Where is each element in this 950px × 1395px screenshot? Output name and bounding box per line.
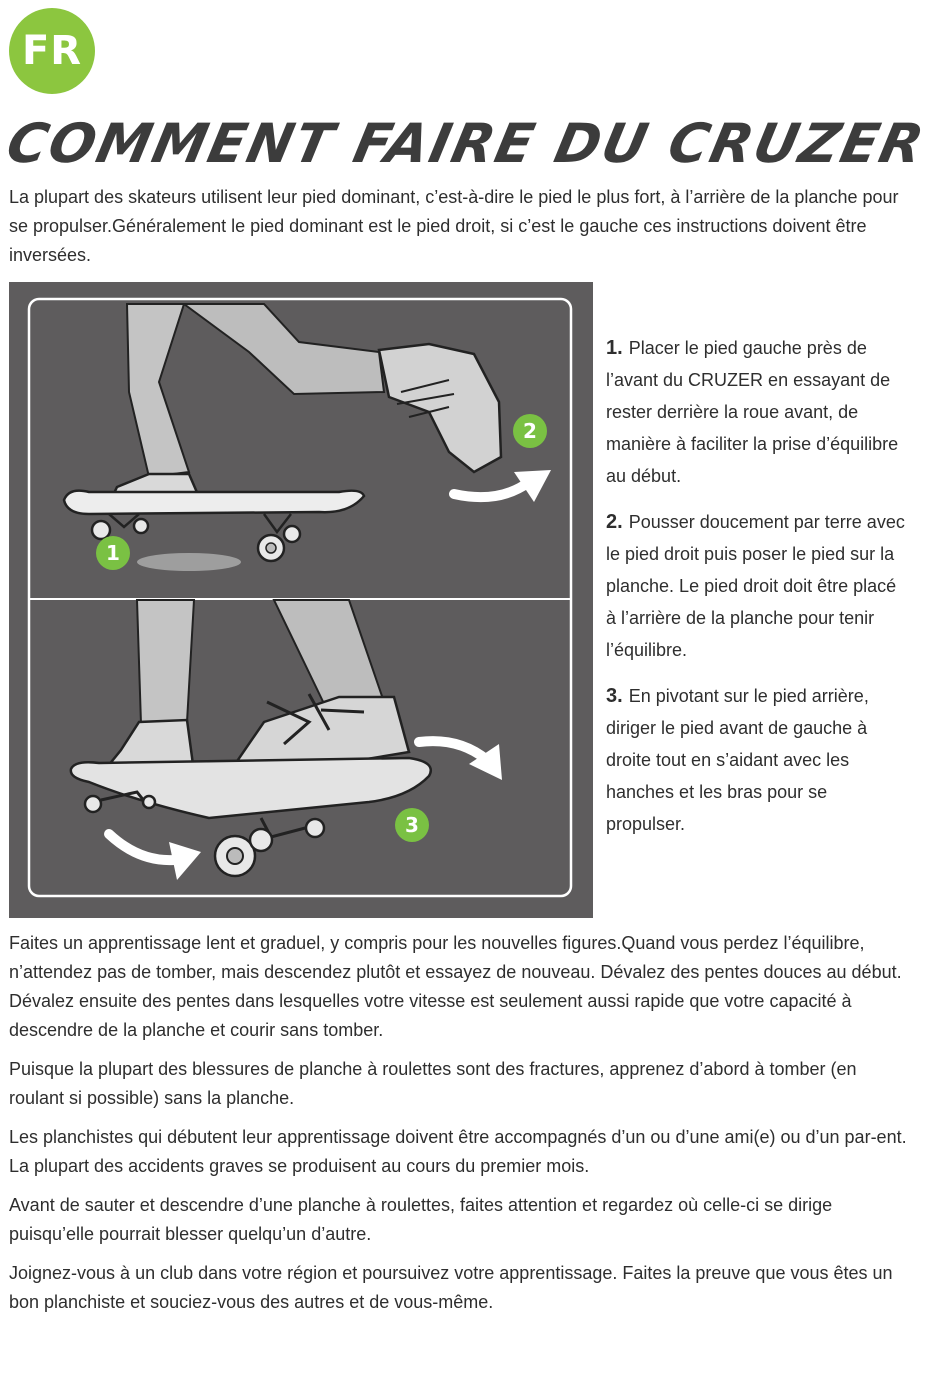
advice-paragraph: Avant de sauter et descendre d’une planche à roulettes, faites attention et regardez où celle-ci se dirige puisqu’elle pourrait blesser quelqu’un d’autre.: [9, 1195, 833, 1244]
marker-1-label: 1: [106, 541, 120, 565]
marker-3-label: 3: [405, 813, 419, 837]
top-panel-scene: [64, 304, 551, 571]
marker-1: [96, 536, 130, 570]
safety-advice: [9, 929, 909, 1327]
language-badge: [9, 8, 95, 94]
step-item: [606, 680, 906, 840]
step-text: Pousser doucement par terre avec le pied droit puis poser le pied sur la planche. Le pied droit doit être placé à l’arrière de la planche pour tenir l’équilibre.: [606, 512, 905, 660]
advice-paragraph: Faites un apprentissage lent et graduel, y compris pour les nouvelles figures.Quand vous perdez l’équilibre, n’attendez pas de tomber, mais descendez plutôt et essayez de nouveau. Dévalez des pentes douces au début. Dévalez ensuite des pentes dans lesquelles votre vitesse est seulement aussi rapide que votre capacité à descendre de la planche et courir sans tomber.: [9, 933, 902, 1040]
bottom-panel-scene: [71, 600, 502, 880]
step-text: Placer le pied gauche près de l’avant du CRUZER en essayant de rester derrière la roue avant, de manière à faciliter la prise d’équilibre au début.: [606, 338, 899, 486]
step-number: 2.: [606, 511, 623, 533]
step-number: 1.: [606, 337, 623, 359]
illustration-svg: [9, 282, 593, 918]
marker-2-label: 2: [523, 419, 537, 443]
step-text: En pivotant sur le pied arrière, diriger le pied avant de gauche à droite tout en s’aidant avec les hanches et les bras pour se propulser.: [606, 686, 869, 834]
instruction-illustration: [9, 282, 593, 918]
language-badge-label: FR: [21, 28, 83, 74]
step-number: 3.: [606, 685, 623, 707]
advice-paragraph: Puisque la plupart des blessures de planche à roulettes sont des fractures, apprenez d’abord à tomber (en roulant si possible) sans la planche.: [9, 1059, 857, 1108]
step-item: [606, 332, 906, 492]
marker-2: [513, 414, 547, 448]
advice-paragraph: Joignez-vous à un club dans votre région et poursuivez votre apprentissage. Faites la preuve que vous êtes un bon planchiste et souciez-vous des autres et de vous-même.: [9, 1263, 893, 1312]
advice-paragraph: Les planchistes qui débutent leur apprentissage doivent être accompagnés d’un ou d’une ami(e) ou d’un par-ent. La plupart des accidents graves se produisent au cours du premier mois.: [9, 1127, 907, 1176]
marker-3: [395, 808, 429, 842]
steps-list: [606, 332, 906, 854]
intro-paragraph: La plupart des skateurs utilisent leur pied dominant, c’est-à-dire le pied le plus fort, à l’arrière de la planche pour se propulser.Généralement le pied dominant est le pied droit, si c’est le gauche ces instructions doivent être inversées.: [9, 187, 899, 265]
step-item: [606, 506, 906, 666]
page-title: COMMENT FAIRE DU CRUZER: [1, 112, 931, 175]
